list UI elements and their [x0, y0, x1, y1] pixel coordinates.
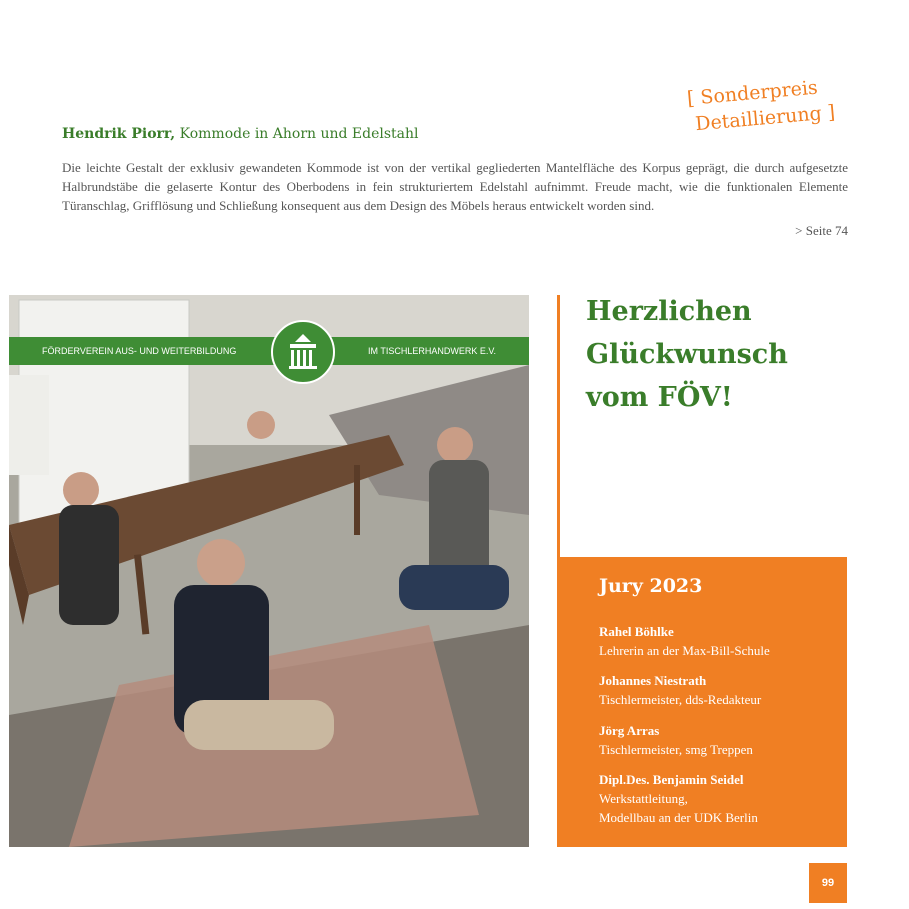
congrats-headline — [586, 290, 846, 419]
entry-heading — [62, 126, 419, 142]
member-name: Rahel Böhlke — [599, 624, 674, 639]
jury-title: Jury 2023 — [599, 575, 703, 597]
foev-logo — [271, 320, 335, 384]
photo-illustration — [9, 295, 529, 847]
member-role: Werkstattleitung, — [599, 791, 688, 806]
page-number: 99 — [809, 863, 847, 903]
jury-box — [557, 557, 847, 847]
headline-line-2: Glückwunsch — [586, 339, 788, 370]
accent-divider — [557, 295, 560, 557]
jury-photo — [9, 295, 529, 847]
award-stamp — [686, 73, 836, 138]
foev-logo-icon — [273, 322, 333, 382]
award-line-2: Detaillierung ] — [694, 101, 836, 136]
page-reference: > Seite 74 — [795, 223, 848, 238]
member-name: Dipl.Des. Benjamin Seidel — [599, 772, 744, 787]
member-name: Johannes Niestrath — [599, 673, 707, 688]
member-role: Lehrerin an der Max-Bill-Schule — [599, 643, 770, 658]
headline-line-1: Herzlichen — [586, 296, 752, 327]
member-role: Tischlermeister, dds-Redakteur — [599, 692, 762, 707]
award-line-1: [ Sonderpreis — [686, 76, 819, 110]
banner-right-text: IM TISCHLERHANDWERK E.V. — [368, 346, 497, 356]
jury-member — [599, 671, 761, 709]
foev-banner — [9, 337, 529, 365]
member-role: Modellbau an der UDK Berlin — [599, 810, 758, 825]
banner-left-text: FÖRDERVEREIN AUS- UND WEITERBILDUNG — [42, 346, 237, 356]
jury-member — [599, 721, 753, 759]
headline-line-3: vom FÖV! — [586, 382, 733, 413]
jury-member — [599, 622, 770, 660]
entry-author: Hendrik Piorr, — [62, 126, 176, 142]
member-name: Jörg Arras — [599, 723, 660, 738]
member-role: Tischlermeister, smg Treppen — [599, 742, 753, 757]
entry-title: Kommode in Ahorn und Edelstahl — [179, 126, 419, 142]
entry-description: Die leichte Gestalt der exklusiv gewandeten Kommode ist von der vertikal gegliederten Mantelfläche des Korpus geprägt, die durch aufgesetzte Halbrundstäbe die gelaserte Kontur des Oberbodens in fein strukturiertem Edelstahl aufnimmt. Freude macht, wie die funktionalen Elemente Türanschlag, Grifflösung und Schließung konsequent aus dem Design des Möbels heraus entwickelt worden sind. — [62, 160, 848, 213]
jury-member — [599, 770, 758, 827]
